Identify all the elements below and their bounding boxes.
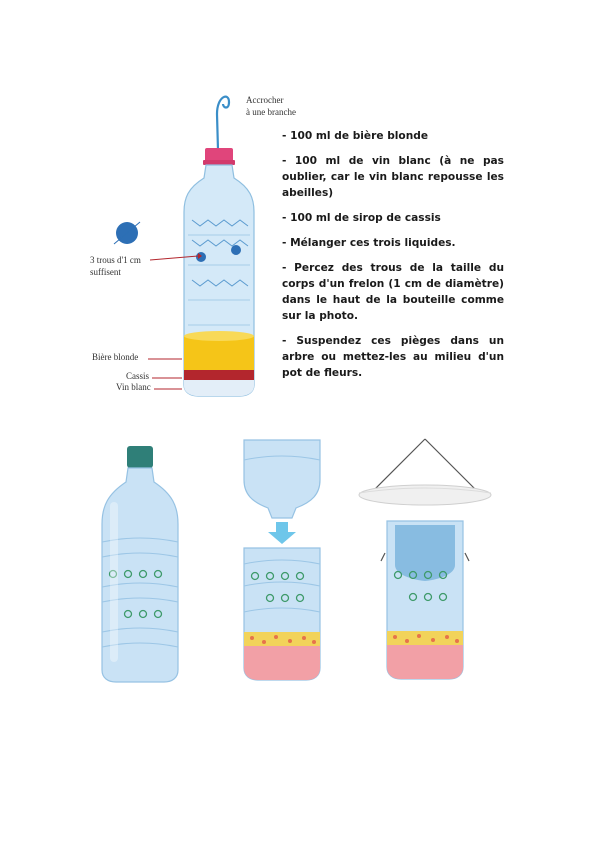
wine-pointer (154, 386, 184, 392)
instructions-list (282, 128, 504, 390)
instruction-beer: - 100 ml de bière blonde (282, 130, 429, 142)
beer-layer-label: Bière blonde (92, 352, 139, 362)
step2-assembly-illustration (240, 436, 325, 686)
hook-label: Accrocher (246, 95, 284, 105)
beer-pointer (148, 356, 184, 362)
hook-label-2: à une branche (246, 107, 296, 117)
instruction-wine: - 100 ml de vin blanc (à ne pas oublier, car le vin blanc repousse les abeilles) (282, 155, 504, 199)
wine-layer-label: Vin blanc (116, 382, 151, 392)
instruction-mix: - Mélanger ces trois liquides. (282, 237, 456, 249)
instruction-cassis: - 100 ml de sirop de cassis (282, 212, 441, 224)
step3-hanging-trap-illustration (355, 435, 495, 687)
step1-bottle-illustration (98, 442, 183, 687)
holes-label: 3 trous d'1 cm (90, 255, 141, 265)
cassis-pointer (152, 375, 184, 381)
trap-bottle-illustration (170, 140, 270, 400)
instruction-holes: - Percez des trous de la taille du corps d'un frelon (1 cm de diamètre) dans le haut de la bouteille comme sur la photo. (282, 262, 504, 322)
hole-detail-icon (112, 218, 142, 248)
cassis-layer-label: Cassis (126, 371, 150, 381)
holes-pointer (150, 250, 202, 262)
instruction-hang: - Suspendez ces pièges dans un arbre ou mettez-les au milieu d'un pot de fleurs. (282, 335, 504, 379)
holes-label-2: suffisent (90, 267, 121, 277)
